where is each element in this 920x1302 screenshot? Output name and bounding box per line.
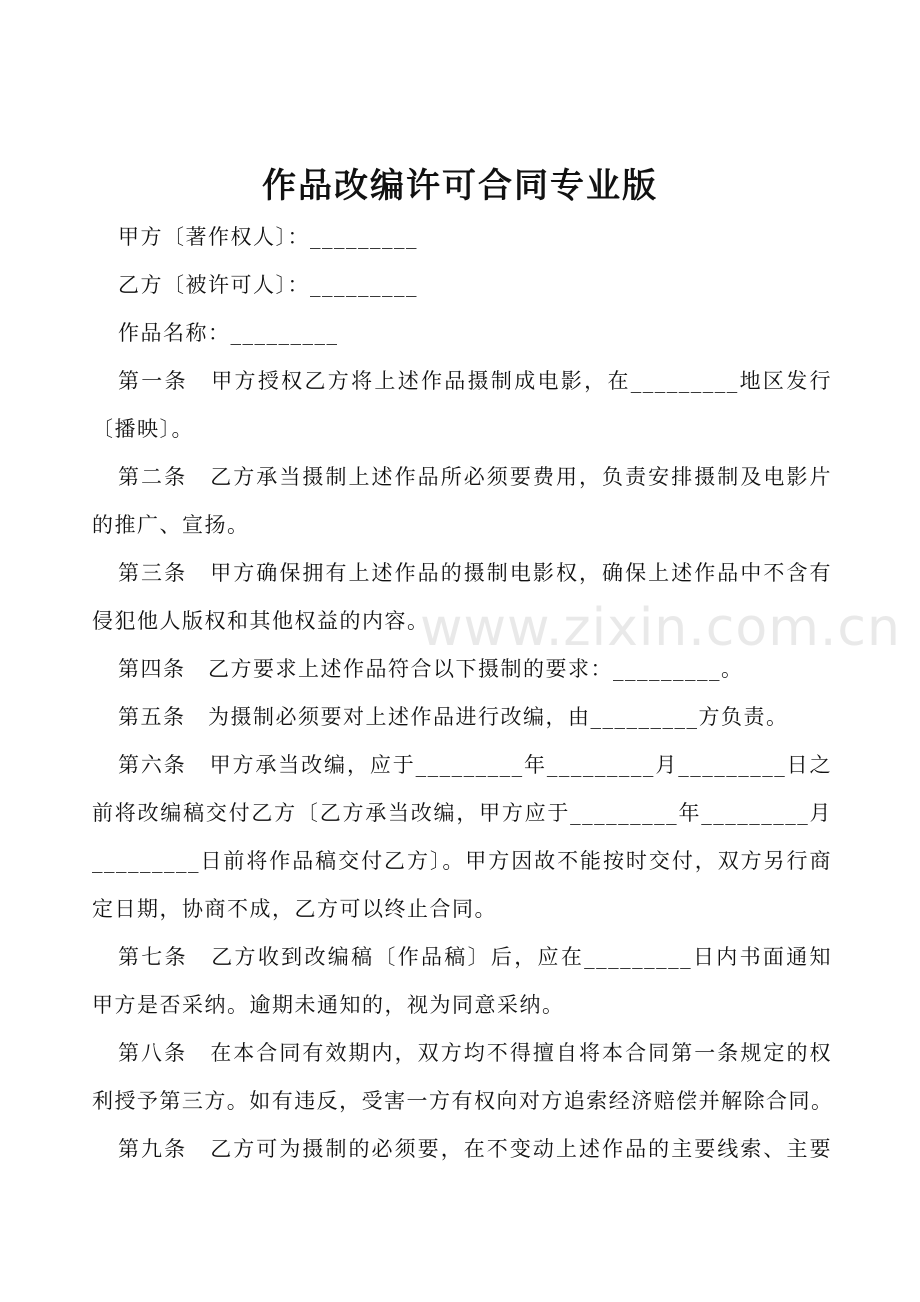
document-title: 作品改编许可合同专业版: [262, 166, 658, 206]
article-1-line-1: 第一条 甲方授权乙方将上述作品摄制成电影，在_________地区发行: [118, 369, 832, 393]
article-2-line-1: 第二条 乙方承当摄制上述作品所必须要费用，负责安排摄制及电影片: [118, 465, 832, 489]
article-5-line: 第五条 为摄制必须要对上述作品进行改编，由_________方负责。: [118, 705, 789, 729]
party-b-line: 乙方〔被许可人〕：_________: [118, 273, 418, 297]
article-6-line-3: _________日前将作品稿交付乙方〕。甲方因故不能按时交付，双方另行商: [92, 849, 832, 873]
article-3-line-1: 第三条 甲方确保拥有上述作品的摄制电影权，确保上述作品中不含有: [118, 561, 832, 585]
work-name-line: 作品名称：_________: [118, 321, 339, 345]
article-6-line-4: 定日期，协商不成，乙方可以终止合同。: [92, 897, 497, 921]
article-1-line-2: 〔播映〕。: [92, 417, 194, 441]
watermark: www.zixin.com.cn: [420, 598, 901, 658]
article-6-line-1: 第六条 甲方承当改编，应于_________年_________月_________日之: [118, 753, 832, 777]
article-6-line-2: 前将改编稿交付乙方〔乙方承当改编，甲方应于_________年_________月: [92, 801, 832, 825]
article-8-line-1: 第八条 在本合同有效期内，双方均不得擅自将本合同第一条规定的权: [118, 1041, 832, 1065]
article-8-line-2: 利授予第三方。如有违反，受害一方有权向对方追索经济赔偿并解除合同。: [92, 1089, 832, 1113]
article-9-line-1: 第九条 乙方可为摄制的必须要，在不变动上述作品的主要线索、主要: [118, 1137, 832, 1161]
party-a-line: 甲方〔著作权人〕：_________: [118, 225, 418, 249]
article-7-line-2: 甲方是否采纳。逾期未通知的，视为同意采纳。: [92, 993, 565, 1017]
article-4-line: 第四条 乙方要求上述作品符合以下摄制的要求：_________。: [118, 657, 744, 681]
article-3-line-2: 侵犯他人版权和其他权益的内容。: [92, 609, 430, 633]
article-7-line-1: 第七条 乙方收到改编稿〔作品稿〕后，应在_________日内书面通知: [118, 945, 832, 969]
article-2-line-2: 的推广、宣扬。: [92, 513, 250, 537]
